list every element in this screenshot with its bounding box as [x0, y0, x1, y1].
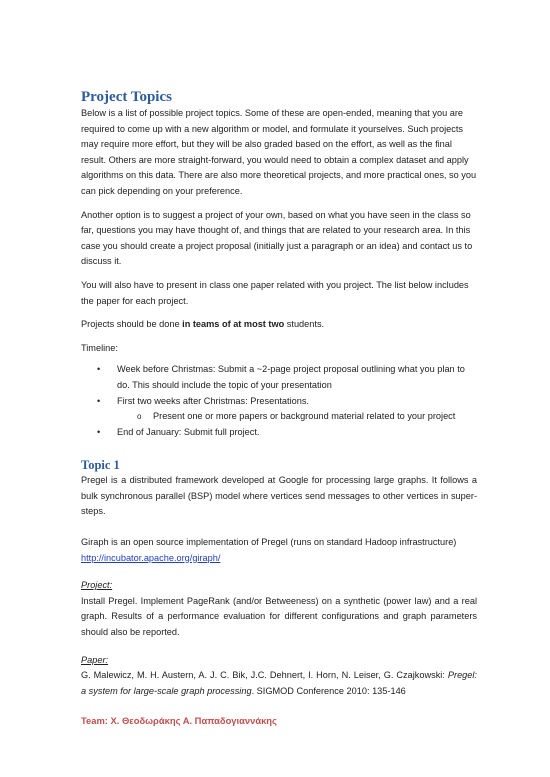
document-page [81, 88, 477, 729]
topic-heading: Topic 1 [81, 458, 120, 473]
timeline-subitem [81, 409, 477, 425]
team-line: Team: Χ. Θεοδωράκης Α. Παπαδογιαννάκης [81, 715, 277, 727]
timeline-item-text: First two weeks after Christmas: Presentations. [117, 395, 309, 406]
circle-bullet-icon: o [137, 412, 142, 422]
timeline-item [81, 425, 477, 441]
timeline-subitem-text: Present one or more papers or background material related to your project [153, 411, 456, 422]
intro-paragraph-2: Another option is to suggest a project of your own, based on what you have seen in the class so far, questions you may have thought of, and things that are related to your research area. In this case you should create a project proposal (initially just a paragraph or an idea) and contact us to discuss it. [81, 209, 473, 267]
timeline-list-cont [81, 425, 477, 441]
intro-paragraph-3: You will also have to present in class one paper related with you project. The list below includes the paper for each project. [81, 279, 469, 306]
teams-suffix: students. [284, 319, 325, 330]
paper-authors: G. Malewicz, M. H. Austern, A. J. C. Bik, J.C. Dehnert, I. Horn, N. Leiser, G. Czajkowski: [81, 670, 448, 681]
paper-label: Paper: [81, 654, 109, 665]
paper-title: Pregel: a system for large-scale graph processing [81, 670, 477, 696]
giraph-link[interactable]: http://incubator.apache.org/giraph/ [81, 552, 221, 563]
timeline-list [81, 362, 477, 409]
bullet-icon: • [97, 364, 101, 375]
intro-paragraph-1: Below is a list of possible project topics. Some of these are open-ended, meaning that you are required to come up with a new algorithm or model, and formulate it yourselves. Such projects may require more effort, but they will be also graded based on the effort, as well as the final result. Others are more straight-forward, you would need to obtain a complex dataset and apply algorithms on this data. There are also more theoretical projects, and more practical ones, so you can pick depending on your preference. [81, 108, 477, 196]
timeline-item-text: End of January: Submit full project. [117, 426, 260, 437]
timeline-item-text: Week before Christmas: Submit a ~2-page project proposal outlining what you plan to do. This should include the topic of your presentation [117, 364, 465, 390]
giraph-paragraph: Giraph is an open source implementation of Pregel (runs on standard Hadoop infrastructure) [81, 537, 457, 548]
paper-citation [81, 668, 477, 699]
teams-paragraph [81, 317, 477, 333]
giraph-link-line [81, 551, 477, 567]
paper-venue: . SIGMOD Conference 2010: 135-146 [251, 685, 406, 696]
timeline-label: Timeline: [81, 342, 118, 353]
timeline-sublist [81, 409, 477, 425]
timeline-item [81, 394, 477, 410]
bullet-icon: • [97, 395, 101, 406]
project-text: Install Pregel. Implement PageRank (and/or Betweeness) on a synthetic (power law) and a real graph. Results of a performance evaluation for different configurations and graph parameters should also be reported. [81, 595, 477, 638]
page-title: Project Topics [81, 89, 172, 105]
bullet-icon: • [97, 426, 101, 437]
timeline-item [81, 362, 477, 393]
teams-prefix: Projects should be done [81, 319, 183, 330]
topic-description: Pregel is a distributed framework developed at Google for processing large graphs. It follows a bulk synchronous parallel (BSP) model where vertices send messages to other vertices in super-steps. [81, 475, 477, 517]
teams-bold: in teams of at most two [182, 319, 285, 330]
project-label: Project: [81, 580, 113, 591]
